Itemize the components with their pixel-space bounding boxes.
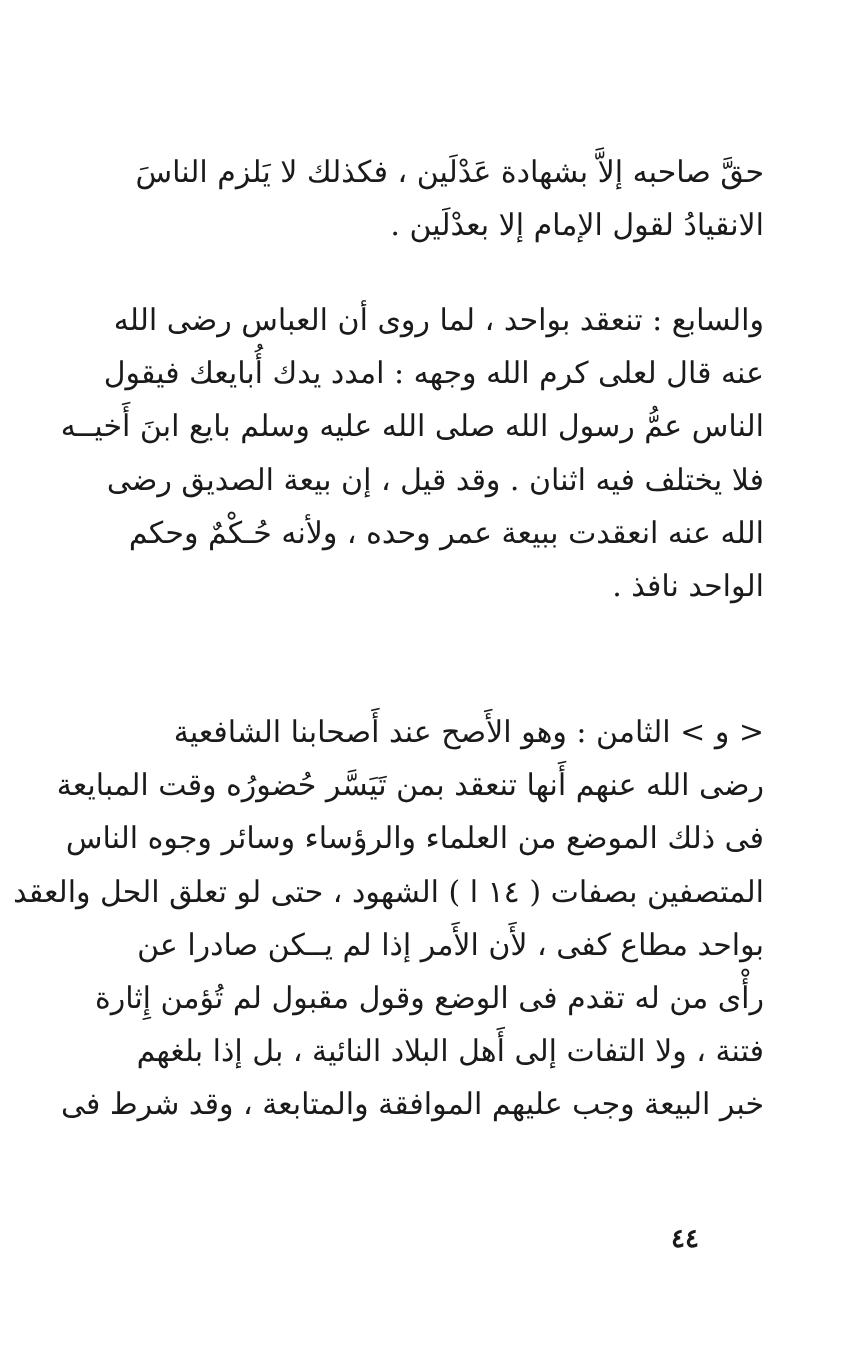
- text-line: الواحد نافذ .: [612, 568, 764, 604]
- text-line: حقَّ صاحبه إلاَّ بشهادة عَدْلَين ، فكذلك لا يَلزم الناسَ: [135, 155, 764, 190]
- text-line: الناس عمُّ رسول الله صلى الله عليه وسلم بايع ابنَ أَخيــه: [60, 409, 764, 445]
- page-number: ٤٤: [671, 1224, 699, 1254]
- text-line: والسابع : تنعقد بواحد ، لما روى أن العباس رضى الله: [113, 303, 764, 338]
- text-line: المتصفين بصفات ( ١٤ ا ) الشهود ، حتى لو تعلق الحل والعقد: [13, 874, 764, 910]
- text-line: فلا يختلف فيه اثنان . وقد قيل ، إن بيعة الصديق رضى: [106, 462, 764, 498]
- paragraph-3: [13, 706, 764, 1132]
- paragraph-2: [60, 294, 764, 613]
- paragraph-1: [96, 146, 764, 252]
- text-line: رضى الله عنهم أَنها تنعقد بمن تَيَسَّر حُضورُه وقت المبايعة: [56, 768, 764, 804]
- text-line: رأْى من له تقدم فى الوضع وقول مقبول لم تُؤمن إِثارة: [94, 980, 764, 1016]
- text-line: الله عنه انعقدت ببيعة عمر وحده ، ولأنه حُـكْمٌ وحكم: [128, 515, 764, 551]
- text-line: خبر البيعة وجب عليهم الموافقة والمتابعة ، وقد شرط فى: [61, 1087, 764, 1123]
- text-line: الانقيادُ لقول الإمام إلا بعدْلَين .: [390, 208, 764, 244]
- text-line: فى ذلك الموضع من العلماء والرؤساء وسائر وجوه الناس: [65, 821, 764, 857]
- text-line: فتنة ، ولا التفات إلى أَهل البلاد النائية ، بل إذا بلغهم: [136, 1034, 764, 1070]
- text-line: بواحد مطاع كفى ، لأَن الأَمر إذا لم يــكن صادرا عن: [137, 927, 764, 963]
- text-line: عنه قال لعلى كرم الله وجهه : امدد يدك أُبايعك فيقول: [103, 356, 764, 392]
- text-line: < و > الثامن : وهو الأَصح عند أَصحابنا الشافعية: [173, 715, 764, 750]
